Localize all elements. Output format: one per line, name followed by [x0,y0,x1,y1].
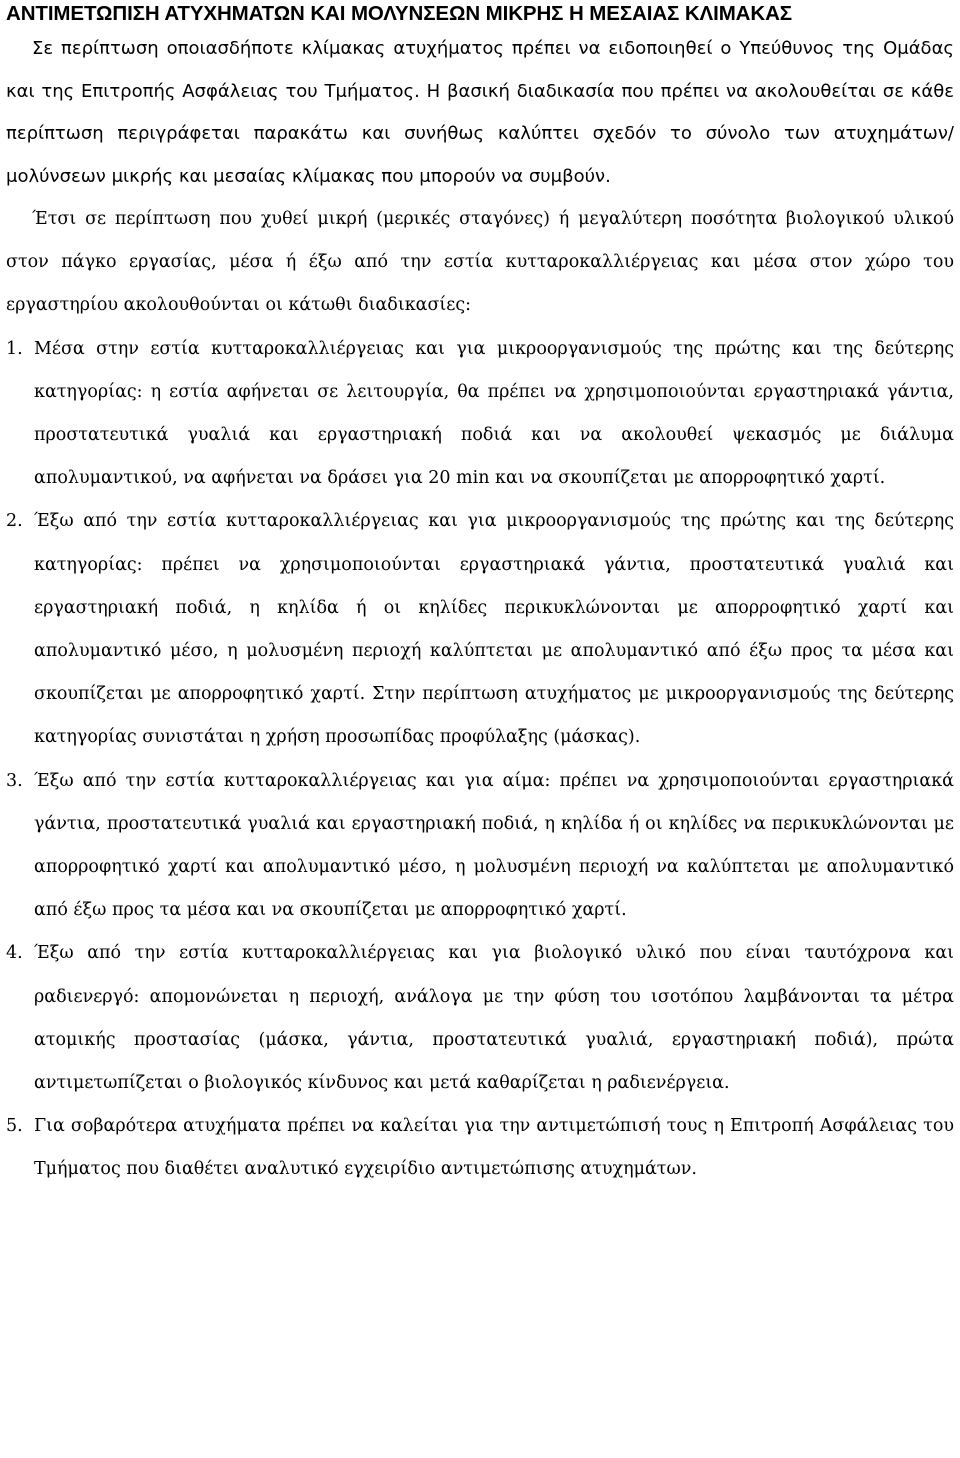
procedure-step-4 [6,932,954,1105]
step-text: Έξω από την εστία κυτταροκαλλιέργειας και για αίμα: πρέπει να χρησιμοποιούνται εργαστηριακά γάντια, προστατευτικά γυαλιά και εργαστηριακή ποδιά, η κηλίδα ή οι κηλίδες να περικυκλώνονται με απορροφητικό χαρτί και απολυμαντικό μέσο, η μολυσμένη περιοχή να καλύπτεται με απολυμαντικό από έξω προς τα μέσα και να σκουπίζεται με απορροφητικό χαρτί. [34,770,954,921]
procedure-step-3 [6,760,954,933]
document-title: ΑΝΤΙΜΕΤΩΠΙΣΗ ΑΤΥΧΗΜΑΤΩΝ ΚΑΙ ΜΟΛΥΝΣΕΩΝ ΜΙΚΡΗΣ Η ΜΕΣΑΙΑΣ ΚΛΙΜΑΚΑΣ [6,2,792,25]
procedure-step-1 [6,328,954,501]
step-text: Έξω από την εστία κυτταροκαλλιέργειας και για μικροοργανισμούς της πρώτης και της δεύτερης κατηγορίας: πρέπει να χρησιμοποιούνται εργαστηριακά γάντια, προστατευτικά γυαλιά και εργαστηριακή ποδιά, η κηλίδα ή οι κηλίδες περικυκλώνονται με απορροφητικό χαρτί και απολυμαντικό μέσο, η μολυσμένη περιοχή καλύπτεται με απολυμαντικό από έξω προς τα μέσα και σκουπίζεται με απορροφητικό χαρτί. Στην περίπτωση ατυχήματος με μικροοργανισμούς της δεύτερης κατηγορίας συνιστάται η χρήση προσωπίδας προφύλαξης (μάσκας). [34,511,954,748]
procedure-intro-paragraph: Έτσι σε περίπτωση που χυθεί μικρή (μερικές σταγόνες) ή μεγαλύτερη ποσότητα βιολογικού υλικού στον πάγκο εργασίας, μέσα ή έξω από την εστία κυτταροκαλλιέργειας και μέσα στον χώρο του εργαστηρίου ακολουθούνται οι κάτωθι διαδικασίες: [6,209,954,316]
step-number: 4. [6,943,23,964]
procedure-step-2 [6,500,954,759]
step-number: 2. [6,511,23,532]
step-number: 5. [6,1116,23,1137]
intro-paragraph: Σε περίπτωση οποιασδήποτε κλίμακας ατυχήματος πρέπει να ειδοποιηθεί ο Υπεύθυνος της Ομάδας και της Επιτροπής Ασφάλειας του Τμήματος. Η βασική διαδικασία που πρέπει να ακολουθείται σε κάθε περίπτωση περιγράφεται παρακάτω και συνήθως καλύπτει σχεδόν το σύνολο των ατυχημάτων/μολύνσεων μικρής και μεσαίας κλίμακας που μπορούν να συμβούν. [6,38,954,187]
procedure-steps-list [6,328,954,1192]
step-number: 3. [6,770,23,791]
step-text: Έξω από την εστία κυτταροκαλλιέργειας και για βιολογικό υλικό που είναι ταυτόχρονα και ραδιενεργό: απομονώνεται η περιοχή, ανάλογα με την φύση του ισοτόπου λαμβάνονται τα μέτρα ατομικής προστασίας (μάσκα, γάντια, προστατευτικά γυαλιά, εργαστηριακή ποδιά), πρώτα αντιμετωπίζεται ο βιολογικός κίνδυνος και μετά καθαρίζεται η ραδιενέργεια. [34,943,954,1094]
step-text: Μέσα στην εστία κυτταροκαλλιέργειας και για μικροοργανισμούς της πρώτης και της δεύτερης κατηγορίας: η εστία αφήνεται σε λειτουργία, θα πρέπει να χρησιμοποιούνται εργαστηριακά γάντια, προστατευτικά γυαλιά και εργαστηριακή ποδιά και να ακολουθεί ψεκασμός με διάλυμα απολυμαντικού, να αφήνεται να δράσει για 20 min και να σκουπίζεται με απορροφητικό χαρτί. [34,338,954,489]
step-text: Για σοβαρότερα ατυχήματα πρέπει να καλείται για την αντιμετώπισή τους η Επιτροπή Ασφάλειας του Τμήματος που διαθέτει αναλυτικό εγχειρίδιο αντιμετώπισης ατυχημάτων. [34,1116,954,1180]
step-number: 1. [6,338,23,359]
procedure-step-5 [6,1105,954,1191]
